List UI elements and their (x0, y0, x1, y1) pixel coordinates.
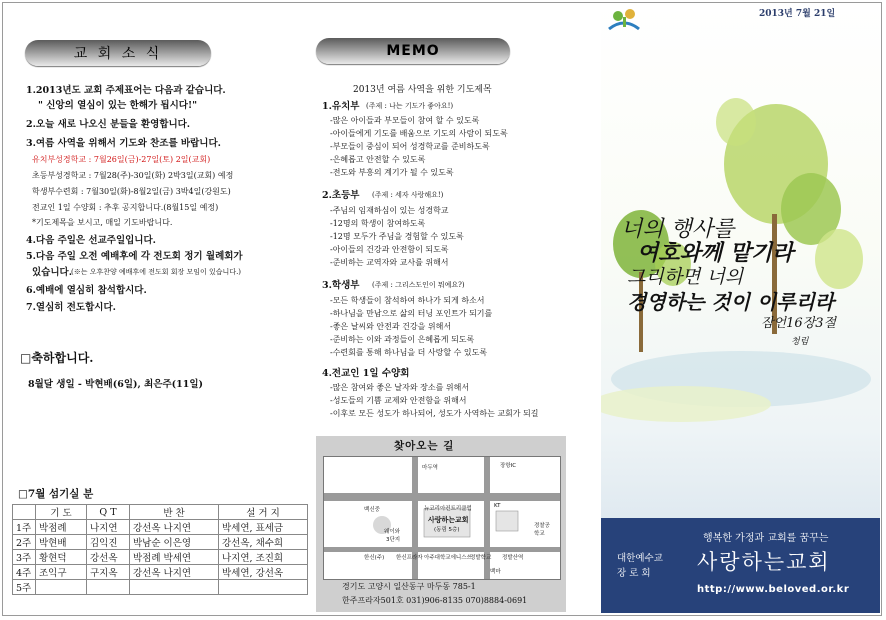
memo-line: -부모들이 중심이 되어 성경학교를 준비하도록 (330, 142, 490, 151)
news-item: 2.오늘 새로 나오신 분들을 환영합니다. (26, 119, 191, 130)
table-header-row (13, 505, 308, 520)
calligraphy-reference: 잠언16장3절 (761, 316, 837, 331)
map-label: 정발학교 (470, 555, 492, 561)
denomination: 대한예수교 (617, 553, 663, 564)
table-cell: 강선옥 (87, 550, 130, 565)
map-label: 사랑하는교회 (428, 516, 469, 524)
table-cell: 설 거 지 (219, 505, 308, 520)
memo-line: -많은 참여와 좋은 날자와 장소를 위해서 (330, 383, 470, 392)
news-title: 교 회 소 식 (73, 46, 163, 62)
map-box (316, 436, 566, 612)
table-cell: 5주 (13, 580, 36, 595)
memo-line: -준비하는 이와 과정들이 은혜롭게 되도록 (330, 335, 475, 344)
church-slogan: 행복한 가정과 교회를 꿈꾸는 (703, 533, 829, 544)
congrats-title: □축하합니다. (20, 351, 94, 365)
map-label: 장항IC (500, 463, 517, 469)
memo-head: 3.학생부 (322, 280, 360, 291)
memo-theme: (주제 : 세자 사랑해요!) (372, 191, 444, 199)
news-item: 유치부성경학교 : 7월26일(금)-27일(토) 2일(교회) (32, 155, 211, 164)
memo-line: -은혜롭고 안전할 수 있도록 (330, 155, 426, 164)
table-cell: 박점례 (36, 520, 87, 535)
map-label: KT (494, 503, 501, 509)
calligraphy-line: 너의 행사를 (621, 217, 735, 242)
table-cell: 기 도 (36, 505, 87, 520)
memo-line: -12명의 학생이 참여하도록 (330, 219, 426, 228)
table-cell: 김익진 (87, 535, 130, 550)
map-address: 경기도 고양시 일산동구 마두동 785-1 (342, 582, 476, 591)
table-cell: 1주 (13, 520, 36, 535)
map-contact: 한주프라자501호 031)906-8135 070)8884-0691 (342, 596, 528, 605)
map-label: 경찰공학교 (534, 523, 550, 537)
calligraphy-line: 경영하는 것이 이루리라 (627, 290, 835, 314)
memo-line: -이후로 모든 성도가 하나되어, 성도가 사역하는 교회가 되길 (330, 409, 539, 418)
news-item: 있습니다. (32, 267, 73, 278)
table-cell (219, 580, 308, 595)
news-title-tab (25, 40, 211, 66)
memo-head: 1.유치부 (322, 101, 360, 112)
map-label: 3단지 (386, 537, 401, 543)
table-row (13, 550, 308, 565)
news-item: *기도제목을 보시고, 매일 기도바랍니다. (32, 218, 173, 227)
table-cell: 박점례 박세연 (130, 550, 219, 565)
table-cell (36, 580, 87, 595)
schedule-title: □7월 섬기실 분 (18, 488, 94, 500)
memo-theme: (주제 : 그리스도인이 뭐예요?) (372, 281, 465, 289)
news-item: 5.다음 주일 오전 예배후에 각 전도회 정기 월례회가 (26, 251, 243, 262)
church-name: 사랑하는교회 (697, 550, 831, 574)
map-image (323, 456, 561, 580)
news-item: 4.다음 주일은 선교주일입니다. (26, 235, 156, 246)
memo-line: -모든 학생들이 참석하여 하나가 되게 하소서 (330, 296, 485, 305)
news-item: 전교인 1일 수양회 : 추후 공지합니다.(8월15일 예정) (32, 203, 219, 212)
memo-subtitle: 2013년 여름 사역을 위한 기도제목 (353, 85, 492, 95)
memo-head: 2.초등부 (322, 190, 360, 201)
news-item: 7.열심히 전도합시다. (26, 302, 116, 313)
table-cell: 박현배 (36, 535, 87, 550)
table-row (13, 535, 308, 550)
memo-line: -아이들의 건강과 안전함이 되도록 (330, 245, 449, 254)
news-item: 학생부수련회 : 7월30일(화)-8월2일(금) 3박4일(강원도) (32, 187, 231, 196)
map-label: 백신중 (364, 507, 380, 513)
table-cell: 2주 (13, 535, 36, 550)
table-cell: 박세연, 강선옥 (219, 565, 308, 580)
table-cell: 조익구 (36, 565, 87, 580)
church-url[interactable]: http://www.beloved.or.kr (697, 584, 850, 595)
memo-line: -아이들에게 기도를 배움으로 기도의 사람이 되도록 (330, 129, 508, 138)
schedule-table (12, 504, 308, 595)
table-cell: 박세연, 표세금 (219, 520, 308, 535)
table-row (13, 580, 308, 595)
table-cell (130, 580, 219, 595)
table-cell: 나지연 (87, 520, 130, 535)
memo-line: -많은 아이들과 부모들이 참여 할 수 있도록 (330, 116, 480, 125)
memo-title-tab (316, 38, 510, 64)
table-cell: 구지옥 (87, 565, 130, 580)
table-cell: 3주 (13, 550, 36, 565)
memo-line: -성도들의 기쁨 교제와 안전함을 위해서 (330, 396, 467, 405)
memo-line: -12명 모두가 주님을 경험할 수 있도록 (330, 232, 464, 241)
table-cell: Q T (87, 505, 130, 520)
congrats-text: 8월달 생일 - 박현배(6일), 최은주(11일) (28, 379, 204, 390)
memo-line: -좋은 날씨와 안전과 건강을 위해서 (330, 322, 452, 331)
map-label: 한신(주) (364, 555, 385, 561)
map-label: (동림 5층) (434, 527, 460, 533)
map-label: 웨이와 (384, 529, 400, 535)
table-row (13, 565, 308, 580)
memo-theme: (주제 : 나는 기도가 좋아요!) (366, 102, 454, 110)
calligraphy-line: 여호와께 맡기라 (637, 240, 794, 266)
calligraphy-line: 그리하면 너의 (627, 266, 744, 288)
memo-line: -하나님을 만남으로 삶의 터닝 포인트가 되기를 (330, 309, 493, 318)
table-row (13, 520, 308, 535)
map-label: 정발산역 (502, 555, 524, 561)
church-logo-icon (605, 5, 643, 35)
table-cell: 박남순 이은영 (130, 535, 219, 550)
news-item: " 신앙의 열심이 있는 한해가 됩시다!" (38, 100, 198, 111)
map-label: 아주대학교에니스쓰 (424, 555, 472, 561)
news-item: 3.여름 사역을 위해서 기도와 찬조를 바랍니다. (26, 138, 221, 149)
news-item: 1.2013년도 교회 주제표어는 다음과 같습니다. (26, 85, 226, 96)
table-cell: 강선옥 나지연 (130, 565, 219, 580)
table-cell (87, 580, 130, 595)
table-cell: 4주 (13, 565, 36, 580)
news-item: (※는 오후찬양 예배후에 전도회 회장 모임이 있습니다.) (71, 268, 242, 276)
map-label: 뉴코리아컨트리클럽 (424, 506, 472, 512)
memo-title: MEMO (386, 43, 440, 59)
memo-line: -수련회를 통해 하나님을 더 사랑할 수 있도록 (330, 348, 488, 357)
table-cell: 강선옥 나지연 (130, 520, 219, 535)
calligraphy-signature: 청림 (791, 337, 809, 347)
memo-line: -전도와 부흥의 계기가 될 수 있도록 (330, 168, 454, 177)
table-cell: 나지연, 조진희 (219, 550, 308, 565)
map-label: 백마 (490, 569, 501, 575)
news-item: 6.예배에 열심히 참석합시다. (26, 285, 147, 296)
map-label: 마두역 (422, 465, 438, 471)
table-cell (13, 505, 36, 520)
news-item: 초등부성경학교 : 7월28(주)-30일(화) 2박3일(교회) 예정 (32, 171, 234, 180)
map-title: 찾아오는 길 (394, 440, 455, 452)
table-cell: 반 찬 (130, 505, 219, 520)
denomination-2: 장 로 회 (617, 568, 651, 579)
table-cell: 황현덕 (36, 550, 87, 565)
church-banner (601, 518, 880, 613)
memo-head: 4.전교인 1일 수양회 (322, 368, 410, 379)
memo-line: -주님의 임재하심이 있는 성경학교 (330, 206, 449, 215)
table-cell: 강선옥, 채수희 (219, 535, 308, 550)
memo-line: -준비하는 교역자와 교사를 위해서 (330, 258, 449, 267)
map-label: 한신프라자 (396, 555, 423, 561)
issue-date: 2013년 7월 21일 (759, 9, 836, 19)
